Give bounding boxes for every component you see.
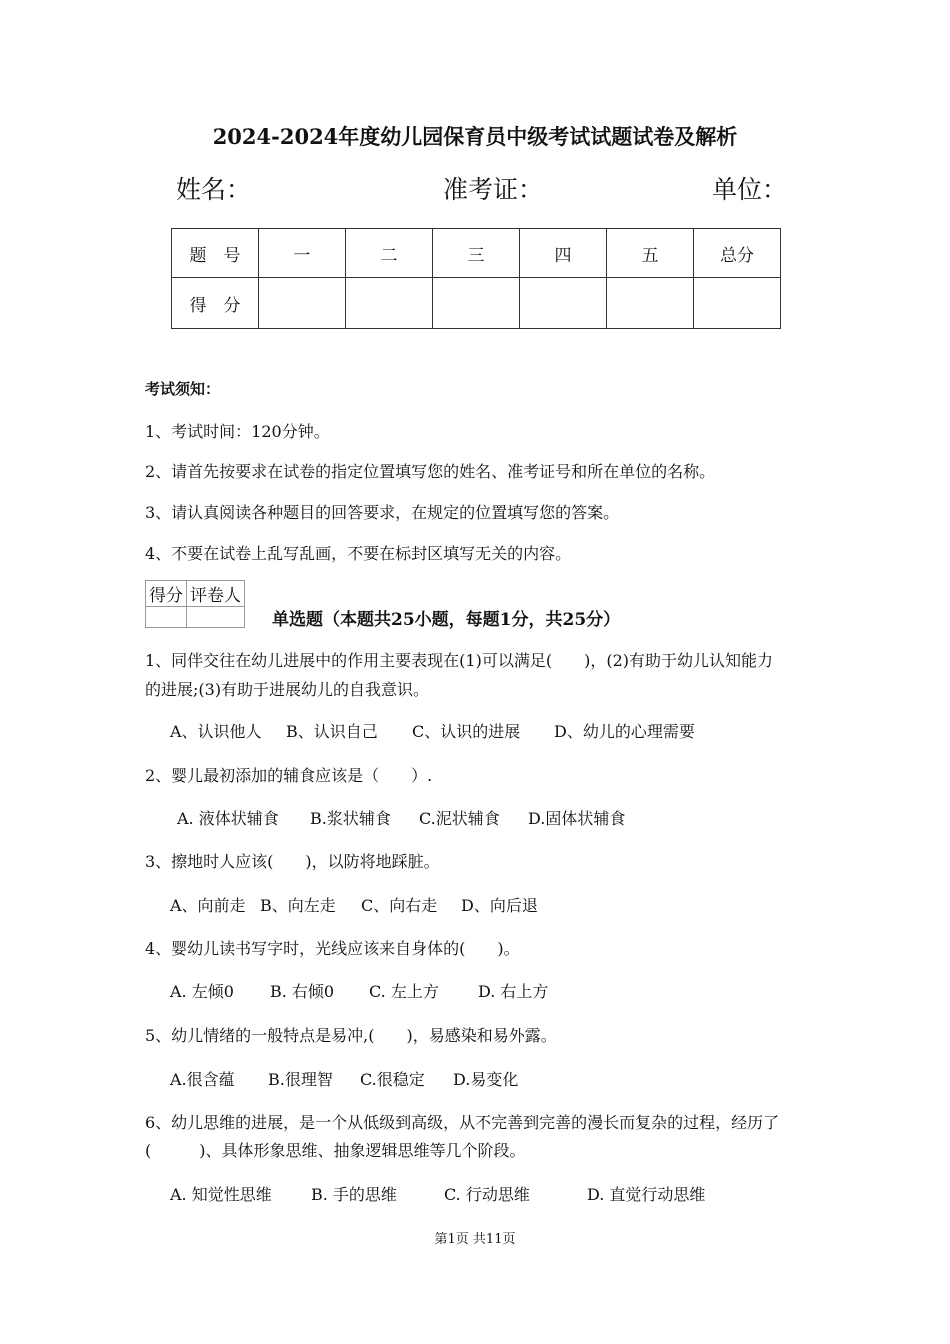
option-a[interactable]: A、向前走: [170, 896, 246, 915]
notice-item: 4、不要在试卷上乱写乱画，不要在标封区填写无关的内容。: [145, 544, 572, 563]
name-field-label: 姓名：: [176, 175, 252, 204]
option-d[interactable]: D. 直觉行动思维: [587, 1185, 706, 1204]
grader-reviewer-label: 评卷人: [187, 581, 245, 607]
option-b[interactable]: B.很理智: [268, 1070, 333, 1089]
question-6-line: 6、幼儿思维的进展，是一个从低级到高级，从不完善到完善的漫长而复杂的过程，经历了: [145, 1113, 780, 1132]
grader-score-label: 得分: [146, 581, 187, 607]
question-6-line: ( )、具体形象思维、抽象逻辑思维等几个阶段。: [145, 1141, 526, 1160]
question-4-line: 4、婴幼儿读书写字时，光线应该来自身体的( )。: [145, 939, 520, 958]
score-header-cell: 总分: [694, 229, 781, 278]
option-c[interactable]: C. 行动思维: [444, 1185, 530, 1204]
score-header-cell: 四: [520, 229, 607, 278]
page-number-footer: 第1页 共11页: [434, 1232, 516, 1247]
option-d[interactable]: D.固体状辅食: [528, 809, 626, 828]
question-5-line: 5、幼儿情绪的一般特点是易冲,( )，易感染和易外露。: [145, 1026, 557, 1045]
option-a[interactable]: A、认识他人: [170, 722, 262, 741]
score-header-cell: 二: [346, 229, 433, 278]
notice-heading: 考试须知：: [145, 380, 221, 398]
grader-box: [145, 580, 245, 628]
option-c[interactable]: C、认识的进展: [412, 722, 521, 741]
question-1-line: 1、同伴交往在幼儿进展中的作用主要表现在(1)可以满足( )，(2)有助于幼儿认知能力: [145, 651, 773, 670]
score-table: [171, 228, 781, 329]
question-1-line: 的进展;(3)有助于进展幼儿的自我意识。: [145, 680, 430, 699]
score-row-label: 得 分: [172, 278, 259, 329]
grader-reviewer-cell[interactable]: [187, 607, 245, 628]
option-b[interactable]: B、向左走: [260, 896, 336, 915]
option-b[interactable]: B. 右倾0: [270, 982, 335, 1001]
score-header-cell: 三: [433, 229, 520, 278]
unit-field-label: 单位：: [712, 175, 788, 204]
exam-number-field-label: 准考证：: [443, 175, 544, 204]
option-d[interactable]: D.易变化: [453, 1070, 519, 1089]
notice-item: 2、请首先按要求在试卷的指定位置填写您的姓名、准考证号和所在单位的名称。: [145, 462, 716, 481]
option-d[interactable]: D. 右上方: [478, 982, 549, 1001]
score-header-cell: 五: [607, 229, 694, 278]
notice-item: 1、考试时间：120分钟。: [145, 422, 330, 441]
document-title: 2024-2024年度幼儿园保育员中级考试试题试卷及解析: [212, 124, 738, 149]
score-cell[interactable]: [607, 278, 694, 329]
score-cell[interactable]: [259, 278, 346, 329]
option-a[interactable]: A. 左倾0: [170, 982, 234, 1001]
score-cell[interactable]: [346, 278, 433, 329]
option-a[interactable]: A.很含蕴: [170, 1070, 235, 1089]
option-c[interactable]: C.泥状辅食: [419, 809, 500, 828]
question-2-line: 2、婴儿最初添加的辅食应该是（ ）.: [145, 766, 433, 785]
option-c[interactable]: C、向右走: [361, 896, 438, 915]
option-a[interactable]: A. 液体状辅食: [177, 809, 279, 828]
score-table-score-row: [172, 278, 781, 329]
option-b[interactable]: B、认识自己: [286, 722, 378, 741]
option-b[interactable]: B. 手的思维: [311, 1185, 397, 1204]
question-3-line: 3、擦地时人应该( )，以防将地踩脏。: [145, 852, 440, 871]
section-title: 单选题（本题共25小题，每题1分，共25分）: [272, 610, 621, 630]
option-d[interactable]: D、幼儿的心理需要: [554, 722, 695, 741]
score-table-header-row: [172, 229, 781, 278]
notice-item: 3、请认真阅读各种题目的回答要求，在规定的位置填写您的答案。: [145, 503, 620, 522]
option-c[interactable]: C. 左上方: [369, 982, 439, 1001]
score-cell[interactable]: [520, 278, 607, 329]
option-d[interactable]: D、向后退: [461, 896, 538, 915]
score-cell[interactable]: [433, 278, 520, 329]
option-b[interactable]: B.浆状辅食: [310, 809, 391, 828]
grader-score-cell[interactable]: [146, 607, 187, 628]
option-c[interactable]: C.很稳定: [360, 1070, 425, 1089]
option-a[interactable]: A. 知觉性思维: [170, 1185, 272, 1204]
score-header-cell: 题 号: [172, 229, 259, 278]
score-cell[interactable]: [694, 278, 781, 329]
score-header-cell: 一: [259, 229, 346, 278]
